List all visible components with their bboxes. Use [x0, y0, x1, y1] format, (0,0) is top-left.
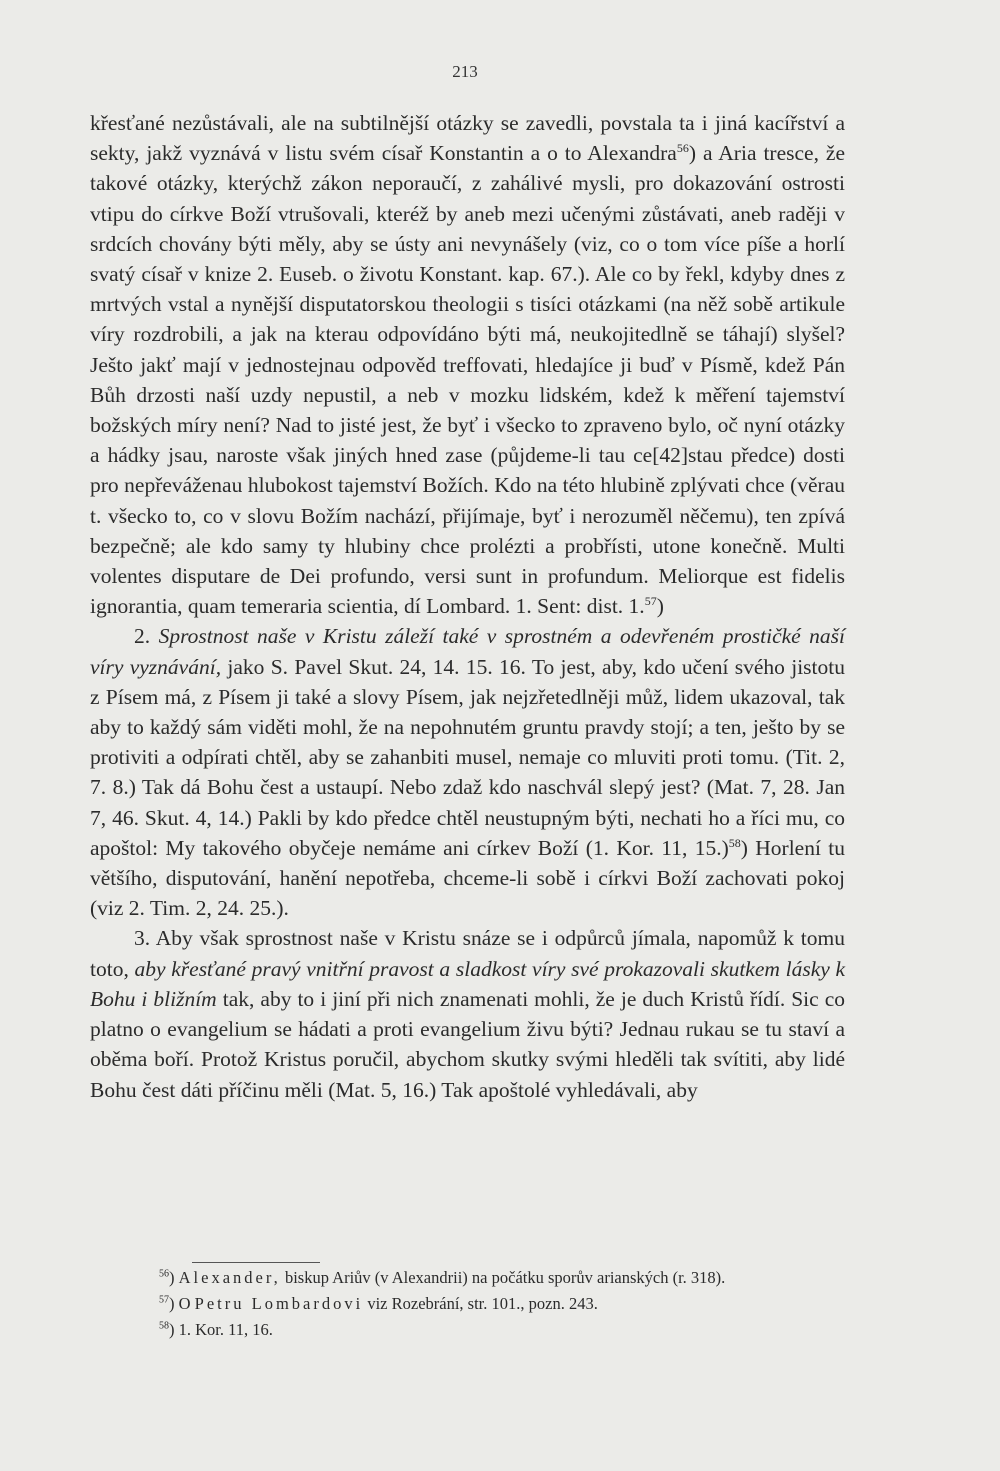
paragraph-1-text-a: křesťané nezůstávali, ale na subtilnější otázky se zavedli, povstala ta i jiná kacířství a sekty, jakž vyznává v listu svém císař Konstantin a o to Alexandra	[90, 111, 845, 166]
paragraph-3-emphasis: aby křesťané pravý vnitřní pravost a sladkost víry své prokazovali skutkem lásky k Bohu i bližním	[90, 956, 845, 1011]
paragraph-2-emphasis: Sprostnost naše v Kristu záleží také v sprostném a odevřeném prostičké naší víry vyznávání,	[90, 624, 846, 679]
footnote-text: biskup Ariův (v Alexandrii) na počátku sporův arianských (r. 318).	[280, 1268, 726, 1287]
footnote-58: $^{58}$) 1. Kor. 11, 16.	[159, 1320, 273, 1339]
paragraph-3-text-a: 3. Aby však sprostnost naše v Kristu snáze se i odpůrců jímala, napomůž k tomu toto,	[90, 926, 845, 981]
footnote-56: $^{56}$) Alexander, biskup Ariův (v Alexandrii) na počátku sporův arianských (r. 318).	[159, 1268, 726, 1287]
footnote-mark: 57	[159, 1294, 169, 1306]
paragraph-3-text-b: tak, aby to i jiní při nich znamenati mohli, že je duch Kristů řídí. Sic co platno o evangelium se hádati a proti evangelium živu býti? Jednau rukau se tu staví a oběma boří. Protož Kristus poručil, abychom skutky svými hleděli tak svítiti, aby lidé Bohu čest dáti příčinu měli (Mat. 5, 16.) Tak apoštolé vyhledávali, aby	[90, 986, 846, 1102]
footnote-mark: 56	[159, 1268, 169, 1280]
page-number: 213	[452, 62, 478, 81]
paragraph-2-text-a: jako S. Pavel Skut. 24, 14. 15. 16. To jest, aby, kdo učení svého jistotu z Písem má, z Písem ji také a slovy Písem, jak nejzřetedlněji můž, lidem ukazoval, tak aby to každý sám viděti mohl, že na nepohnutém gruntu pravdy stojí; a ten, ješto by se protiviti a odpírati chtěl, aby se zahanbiti musel, nemaje co mluviti proti tomu. (Tit. 2, 7. 8.) Tak dá Bohu čest a ustaupí. Nebo zdaž kdo naschvál slepý jest? (Mat. 7, 28. Jan 7, 46. Skut. 4, 14.) Pakli by kdo předce chtěl neustupným býti, nechati ho a říci mu, co apoštol: My takového obyčeje nemáme ani církev Boží (1. Kor. 11, 15.)	[90, 654, 845, 860]
footnote-ref-57: 57	[644, 594, 657, 609]
footnote-text: viz Rozebrání, str. 101., pozn. 243.	[363, 1294, 598, 1313]
paragraph-2	[90, 621, 845, 923]
footnote-name: Alexander,	[178, 1268, 281, 1287]
footnote-ref-58: 58	[728, 835, 741, 850]
footnote-57: $^{57}$) O Petru Lombardovi viz Rozebrání, str. 101., pozn. 243.	[159, 1294, 598, 1313]
paragraph-1-text-c: )	[656, 594, 664, 619]
footnotes	[95, 1265, 855, 1343]
paragraph-3	[90, 923, 845, 1104]
paragraph-2-text-b: ) Horlení tu většího, disputování, hanění nepotřeba, chceme-li sobě i církvi Boží zachovati pokoj (viz 2. Tim. 2, 24. 25.).	[90, 835, 845, 921]
footnote-prefix: O	[178, 1294, 195, 1313]
footnote-ref-56: 56	[676, 141, 689, 156]
footnote-name: Petru Lombardovi	[194, 1294, 364, 1313]
body-text	[90, 108, 845, 1105]
footnote-mark: 58	[159, 1320, 169, 1332]
paragraph-2-number: 2.	[134, 624, 159, 649]
footnote-text: 1. Kor. 11, 16.	[178, 1320, 273, 1339]
paragraph-1	[90, 108, 845, 621]
footnote-divider	[192, 1262, 320, 1263]
paragraph-1-text-b: ) a Aria tresce, že takové otázky, kterýchž zákon neporaučí, z zahálivé mysli, pro dokazování ostrosti vtipu do církve Boží vtrušovali, kteréž by aneb mezi učenými zůstávati, aneb raději v srdcích chovány býti měly, aby se ústy ani nevynášely (viz, co o tom více píše a horlí svatý císař v knize 2. Euseb. o životu Konstant. kap. 67.). Ale co by řekl, kdyby dnes z mrtvých vstal a nynější disputatorskou theologii s tisíci otázkami (na něž sobě artikule víry rozdrobili, a jak na kterau odpovídáno býti má, neukojitedlně se táhají) slyšel? Ješto jakť mají v jednostejnau odpověd treffovati, hledajíce ji buď v Písmě, kdež Pán Bůh drzosti naší uzdy nepustil, a neb v mozku lidském, kdež k měření tajemství božských míry není? Nad to jisté jest, že byť i všecko to zpraveno bylo, oč nyní otázky a hádky jsau, naroste však jiných hned zase (půjdeme-li tau ce[42]stau předce) dosti pro nepřeváženau hlubokost tajemství Božích. Kdo na této hlubině zplývati chce (věrau t. všecko to, co v slovu Božím nachází, přijímaje, byť i nerozuměl něčemu), ten zpívá bezpečně; ale kdo samy ty hlubiny chce prolézti a probřísti, utone konečně. Multi volentes disputare de Dei profundo, versi sunt in profundum. Meliorque est fidelis ignorantia, quam temeraria scientia, dí Lombard. 1. Sent: dist. 1.	[90, 141, 845, 619]
